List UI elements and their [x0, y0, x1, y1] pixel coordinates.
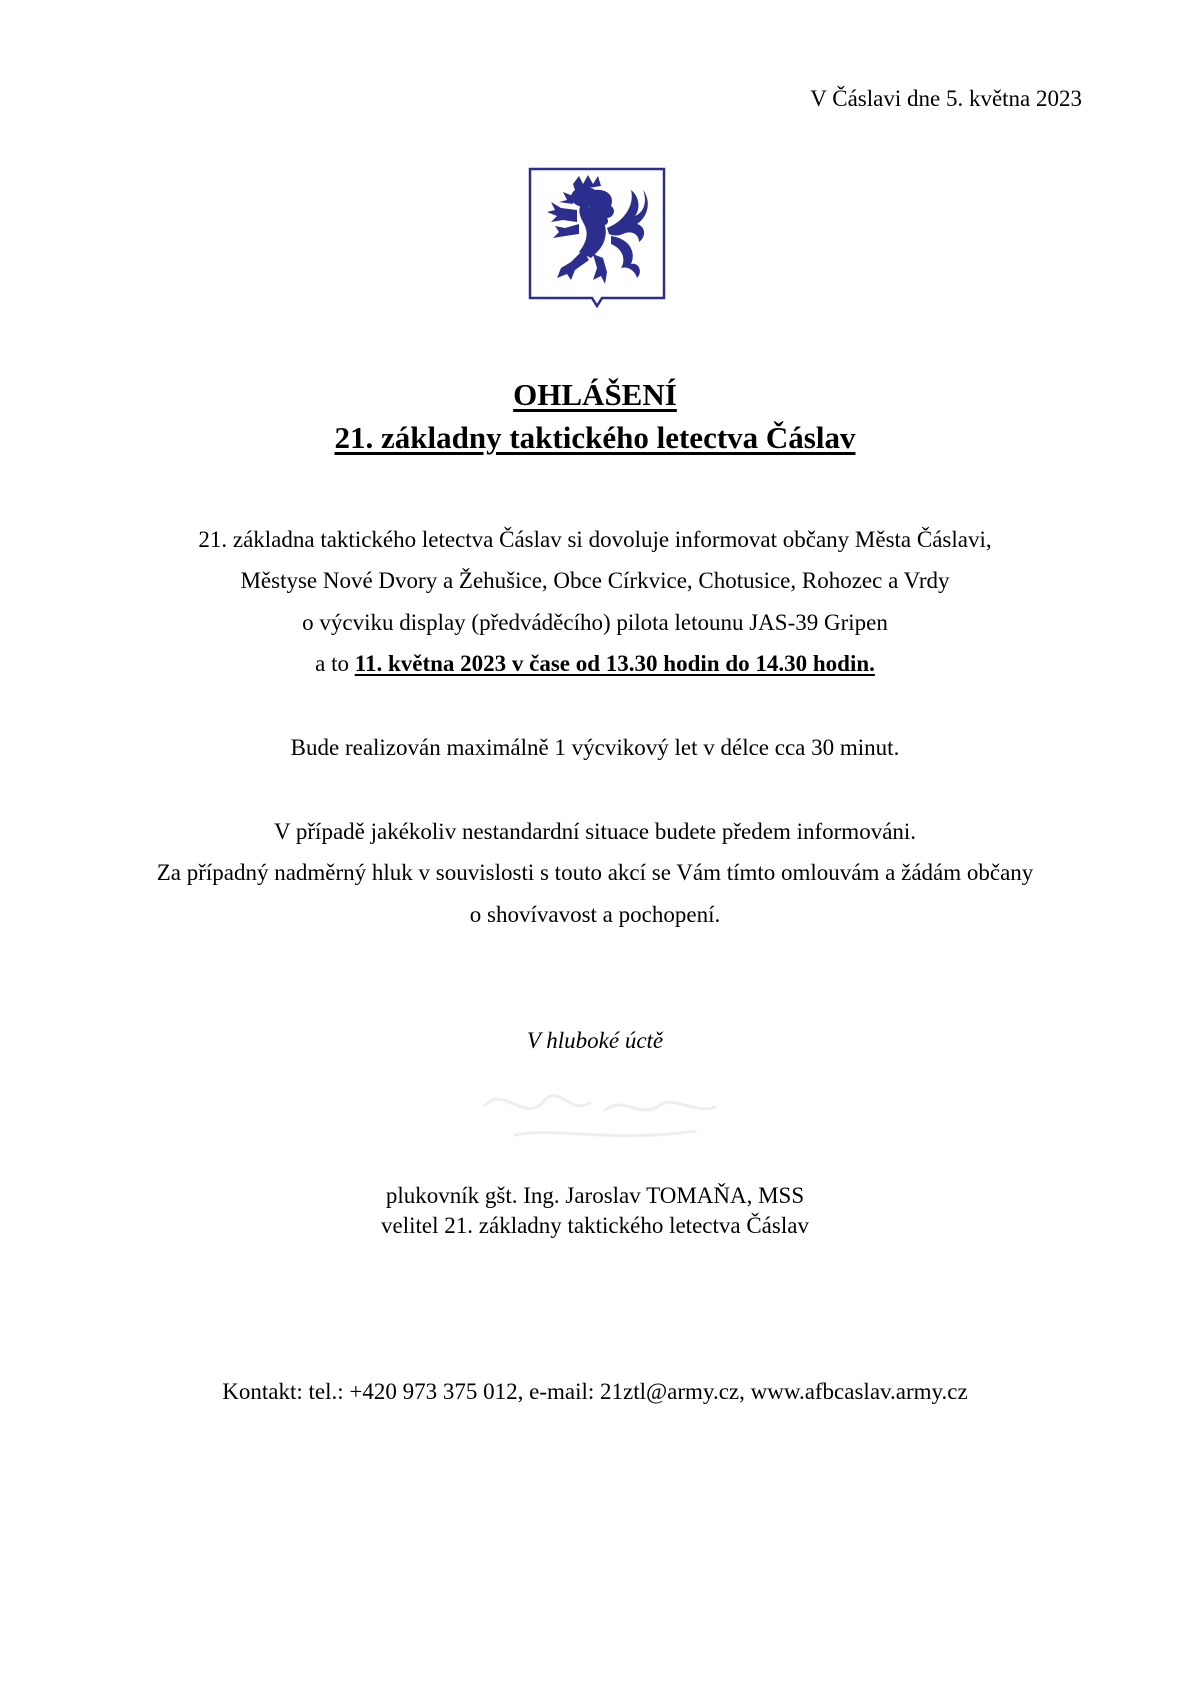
body-line-4-prefix: a to	[315, 651, 355, 676]
signer-name: plukovník gšt. Ing. Jaroslav TOMAŇA, MSS	[385, 1183, 805, 1208]
body-line-6: V případě jakékoliv nestandardní situace budete předem informováni.	[273, 819, 917, 844]
contact-info: Kontakt: tel.: +420 973 375 012, e-mail: 21ztl@army.cz, www.afbcaslav.army.cz	[222, 1379, 968, 1404]
lion-coat-of-arms-icon	[527, 166, 667, 316]
closing-greeting: V hluboké úctě	[526, 1028, 664, 1053]
document-date: V Čáslavi dne 5. května 2023	[810, 86, 1082, 111]
body-line-1: 21. základna taktického letectva Čáslav si dovoluje informovat občany Města Čáslavi,	[198, 527, 992, 552]
body-line-3: o výcviku display (předváděcího) pilota letounu JAS-39 Gripen	[302, 610, 888, 635]
body-line-2: Městyse Nové Dvory a Žehušice, Obce Církvice, Chotusice, Rohozec a Vrdy	[240, 568, 950, 593]
body-line-8: o shovívavost a pochopení.	[469, 902, 721, 927]
body-line-5: Bude realizován maximálně 1 výcvikový let v délce cca 30 minut.	[290, 735, 900, 760]
signer-role: velitel 21. základny taktického letectva Čáslav	[381, 1213, 809, 1238]
event-datetime: 11. května 2023 v čase od 13.30 hodin do 14.30 hodin.	[354, 651, 875, 676]
signature-mark	[455, 1065, 755, 1160]
body-line-4	[0, 651, 1190, 677]
body-line-7: Za případný nadměrný hluk v souvislosti s touto akcí se Vám tímto omlouvám a žádám občany	[156, 860, 1034, 885]
page-subtitle: 21. základny taktického letectva Čáslav	[334, 420, 856, 455]
page-title: OHLÁŠENÍ	[513, 377, 677, 412]
